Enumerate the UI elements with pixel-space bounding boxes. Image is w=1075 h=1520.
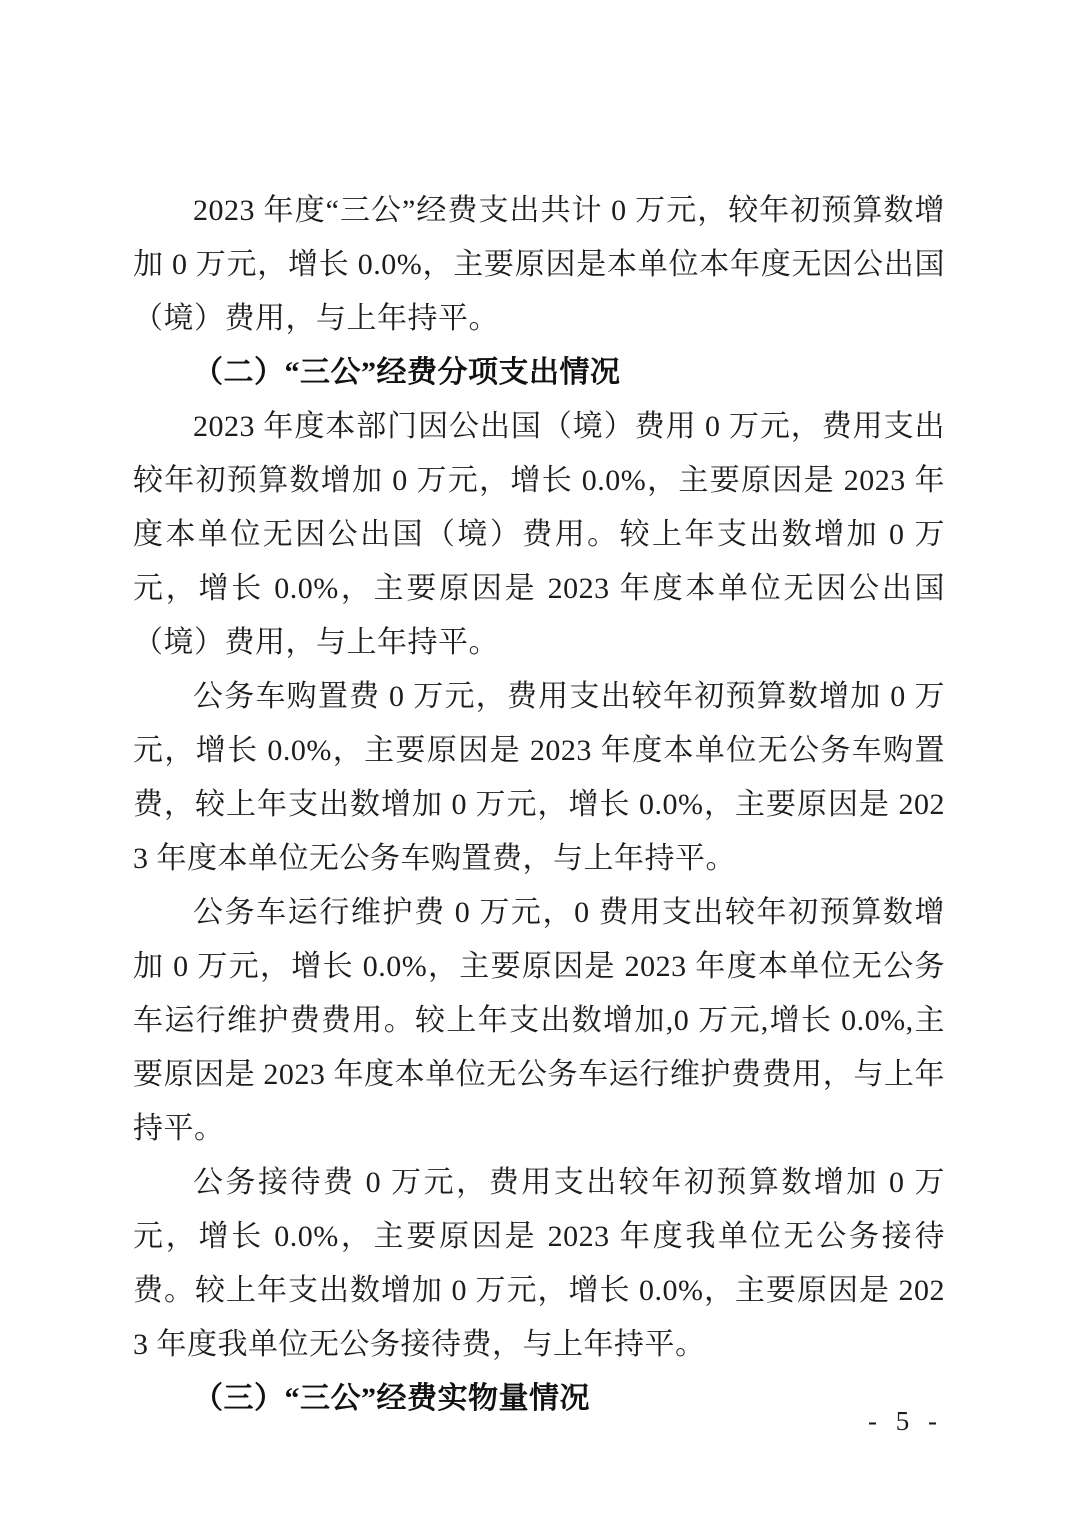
paragraph-vehicle-purchase: 公务车购置费 0 万元，费用支出较年初预算数增加 0 万元，增长 0.0%，主要原因是 2023 年度本单位无公务车购置费，较上年支出数增加 0 万元，增长 0.0%，主要原因是 2023 年度本单位无公务车购置费，与上年持平。 (133, 680, 945, 875)
paragraph-official-reception: 公务接待费 0 万元，费用支出较年初预算数增加 0 万元，增长 0.0%，主要原因是 2023 年度我单位无公务接待费。较上年支出数增加 0 万元，增长 0.0%，主要原因是 2023 年度我单位无公务接待费，与上年持平。 (133, 1166, 945, 1361)
page-number: - 5 - (868, 1406, 943, 1436)
section-heading-physical-quantity: （三）“三公”经费实物量情况 (193, 1382, 590, 1415)
document-body (133, 184, 945, 1426)
paragraph-sanggong-total: 2023 年度“三公”经费支出共计 0 万元，较年初预算数增加 0 万元，增长 0.0%，主要原因是本单位本年度无因公出国（境）费用，与上年持平。 (133, 194, 945, 335)
paragraph-overseas-travel: 2023 年度本部门因公出国（境）费用 0 万元，费用支出较年初预算数增加 0 万元，增长 0.0%，主要原因是 2023 年度本单位无因公出国（境）费用。较上年支出数增加 0 万元，增长 0.0%，主要原因是 2023 年度本单位无因公出国（境）费用，与上年持平。 (133, 410, 945, 659)
paragraph-vehicle-maintenance: 公务车运行维护费 0 万元，0 费用支出较年初预算数增加 0 万元，增长 0.0%，主要原因是 2023 年度本单位无公务车运行维护费费用。较上年支出数增加,0 万元,增长 0.0%,主要原因是 2023 年度本单位无公务车运行维护费费用，与上年持平。 (133, 896, 945, 1145)
section-heading-itemized-expenses: （二）“三公”经费分项支出情况 (193, 356, 621, 389)
